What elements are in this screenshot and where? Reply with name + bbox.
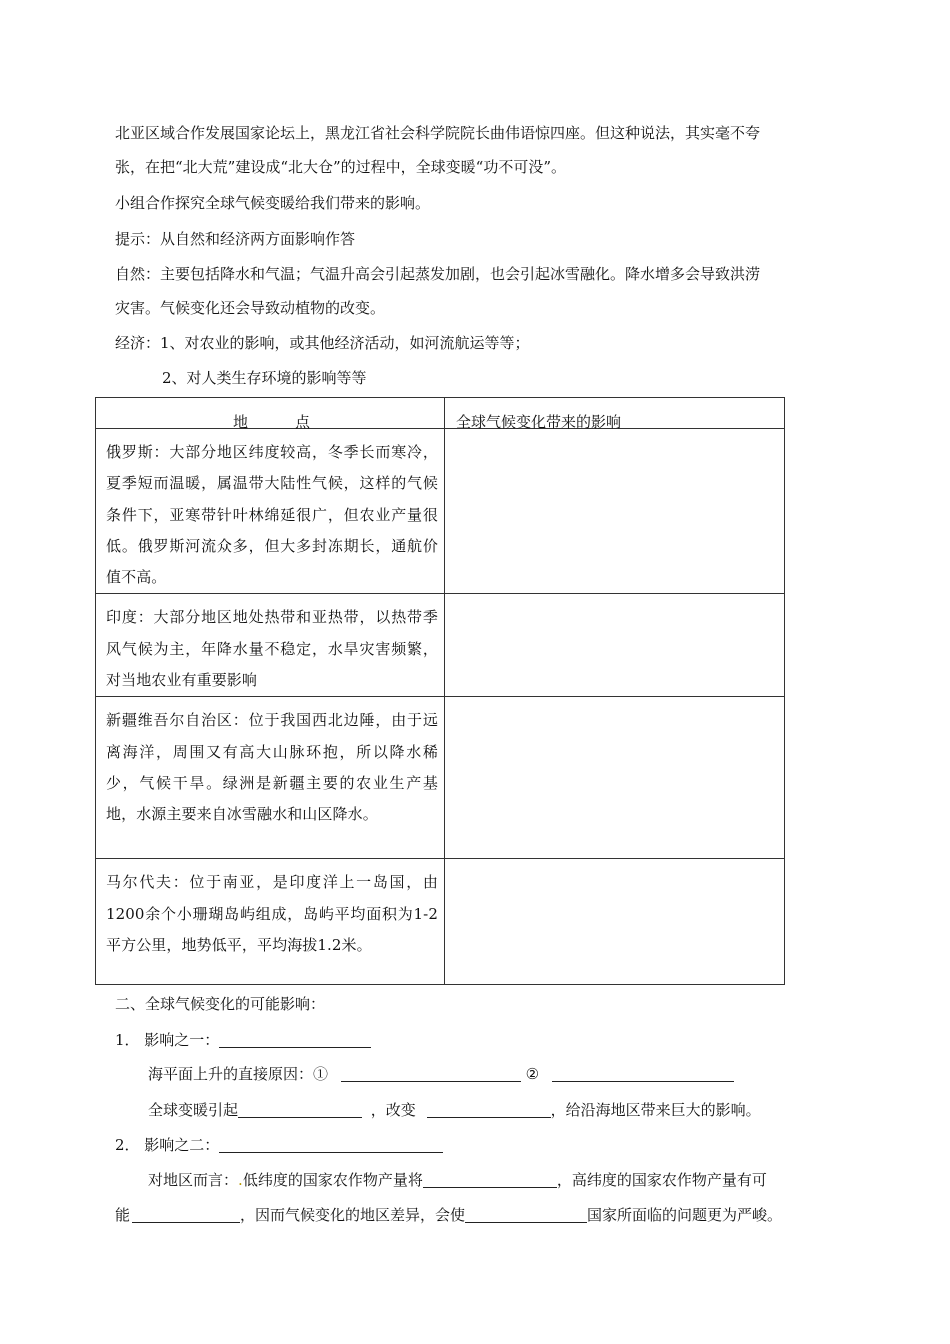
place-xinjiang: 新疆维吾尔自治区：位于我国西北边陲，由于远离海洋，周围又有高大山脉环抱，所以降水稀少，气候干旱。绿洲是新疆主要的农业生产基地，水源主要来自冰雪融水和山区降水。: [106, 711, 438, 824]
intro-line-2: 张，在把“北大荒”建设成“北大仓”的过程中，全球变暖“功不可没”。: [115, 158, 567, 176]
sea-level-blank-1[interactable]: [341, 1065, 521, 1082]
economy-line-2: 2、对人类生存环境的影响等等: [162, 369, 367, 387]
region-colon: ：: [223, 1171, 239, 1189]
header-impact-cell: [445, 398, 785, 429]
intro-line-3: 小组合作探究全球气候变暖给我们带来的影响。: [115, 194, 431, 212]
region-text-5: 国家所面临的问题更为严峻。: [587, 1206, 783, 1224]
item1-line: [115, 1030, 371, 1050]
intro-line-1: 北亚区域合作发展国家论坛上，黑龙江省社会科学院院长曲伟语惊四座。但这种说法，其实毫不夸: [115, 124, 761, 142]
impact-answer-cell[interactable]: [445, 697, 785, 859]
warming-line: [148, 1100, 761, 1120]
hint-line: 提示：从自然和经济两方面影响作答: [115, 230, 356, 248]
impact-table: [95, 397, 785, 985]
item1-blank[interactable]: [219, 1031, 371, 1048]
warming-mid: ，改变: [370, 1101, 416, 1119]
sea-level-text: 海平面上升的直接原因：①: [148, 1065, 329, 1083]
place-india: 印度：大部分地区地处热带和亚热带，以热带季风气候为主，年降水量不稳定，水旱灾害频繁，对当地农业有重要影响: [106, 608, 438, 690]
header-place-1: 地: [233, 413, 249, 431]
region-text-2: ，高纬度的国家农作物产量有可: [556, 1171, 767, 1189]
table-header-row: [96, 398, 785, 429]
warming-blank-2[interactable]: [427, 1101, 551, 1118]
region-prefix: 对地区而言: [148, 1171, 224, 1189]
table-row: [96, 429, 785, 594]
nature-line-2: 灾害。气候变化还会导致动植物的改变。: [115, 299, 386, 317]
impact-answer-cell[interactable]: [445, 429, 785, 594]
region-blank-1[interactable]: [423, 1171, 557, 1188]
region-text-1: 低纬度的国家农作物产量将: [242, 1171, 423, 1189]
region-line-1: [148, 1170, 767, 1190]
item2-blank[interactable]: [219, 1136, 443, 1153]
region-text-4: ，因而气候变化的地区差异，会使: [240, 1206, 466, 1224]
header-place-2: 点: [295, 413, 311, 431]
section2-title: 二、全球气候变化的可能影响：: [115, 995, 326, 1013]
sea-level-mark-2: ②: [525, 1065, 540, 1083]
place-maldives: 马尔代夫：位于南亚，是印度洋上一岛国，由1200余个小珊瑚岛屿组成，岛屿平均面积为1-2平方公里，地势低平，平均海拔1.2米。: [106, 873, 438, 954]
table-row: [96, 859, 785, 985]
region-blank-2[interactable]: [132, 1206, 240, 1223]
warming-suffix: ，给沿海地区带来巨大的影响。: [550, 1101, 761, 1119]
nature-line-1: 自然：主要包括降水和气温；气温升高会引起蒸发加剧，也会引起冰雪融化。降水增多会导致洪涝: [115, 265, 761, 283]
sea-level-blank-2[interactable]: [552, 1065, 734, 1082]
impact-answer-cell[interactable]: [445, 594, 785, 697]
warming-blank-1[interactable]: [238, 1101, 362, 1118]
header-impact: 全球气候变化带来的影响: [456, 413, 622, 431]
item2-label: 2． 影响之二：: [115, 1136, 220, 1154]
place-russia: 俄罗斯：大部分地区纬度较高，冬季长而寒冷，夏季短而温暖，属温带大陆性气候，这样的气候条件下，亚寒带针叶林绵延很广，但农业产量很低。俄罗斯河流众多，但大多封冻期长，通航价值不高。: [106, 443, 438, 587]
item2-line: [115, 1135, 443, 1155]
region-line-2: [115, 1205, 782, 1225]
region-text-3: 能: [115, 1206, 131, 1224]
warming-prefix: 全球变暖引起: [148, 1101, 239, 1119]
table-row: [96, 594, 785, 697]
item1-label: 1． 影响之一：: [115, 1031, 220, 1049]
region-blank-3[interactable]: [465, 1206, 587, 1223]
header-place-cell: [96, 398, 445, 429]
economy-line-1: 经济：1、对农业的影响，或其他经济活动，如河流航运等等；: [115, 334, 530, 352]
impact-answer-cell[interactable]: [445, 859, 785, 985]
region-mark: .: [238, 1171, 243, 1189]
sea-level-line: [148, 1064, 734, 1084]
table-row: [96, 697, 785, 859]
